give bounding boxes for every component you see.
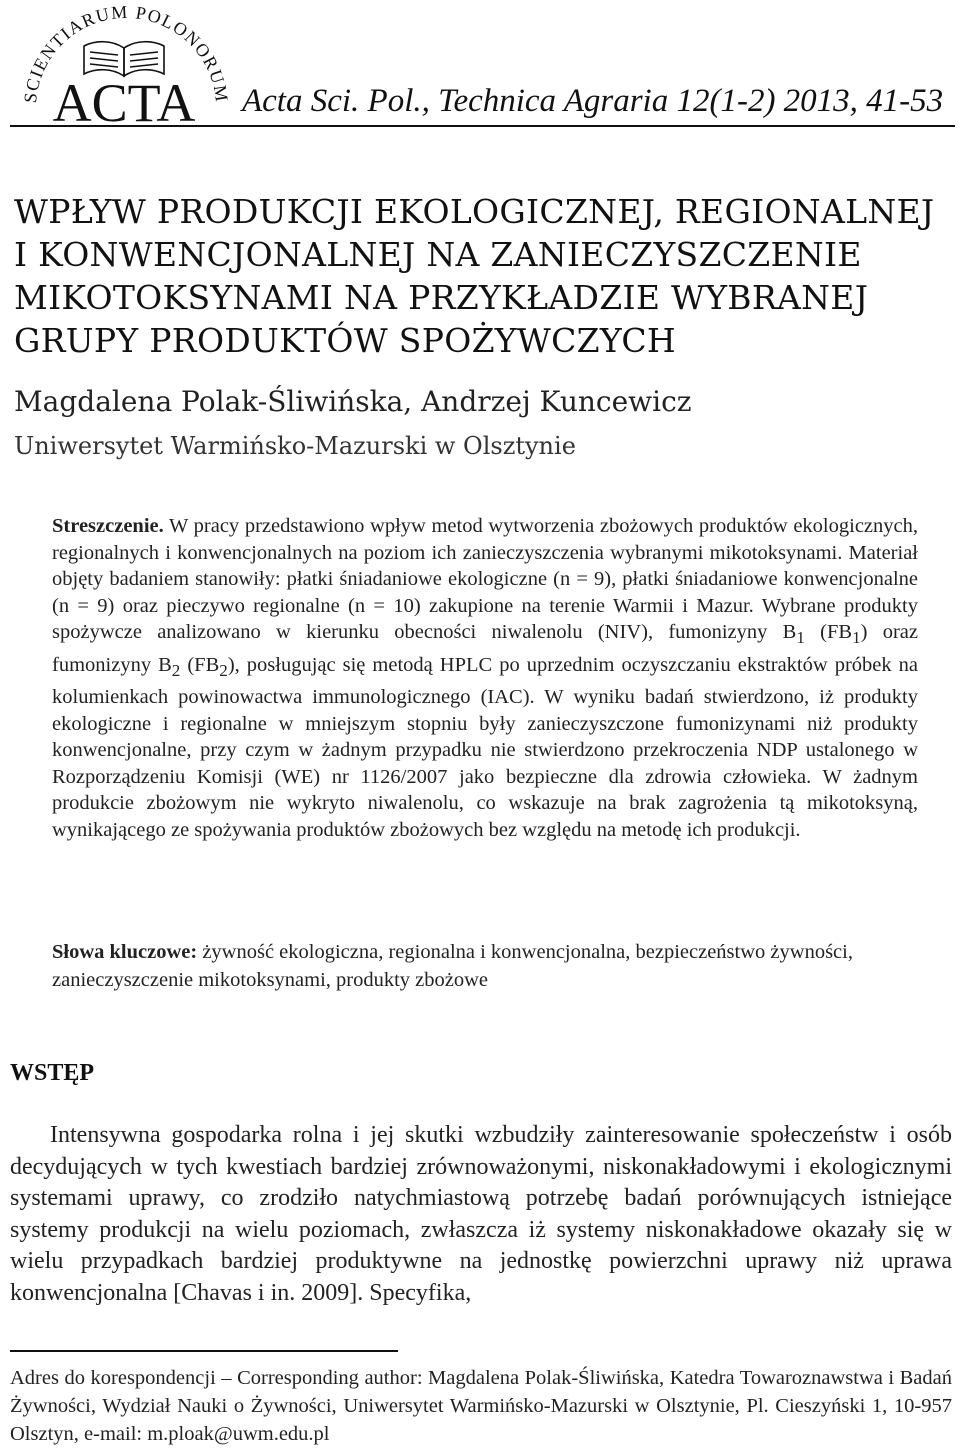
abstract-text: ), posługując się metodą HPLC po uprzednim oczyszczaniu ekstraktów próbek na kolumienkach powinowactwa immunologicznego (IAC). W wyniku badań stwierdzono, iż produkty ekologiczne i regionalne w mniejszym stopniu były zanieczyszczone fumonizynami niż produkty konwencjonalne, przy czym w żadnym przypadku nie stwierdzono przekroczenia NDP ustalonego w Rozporządzeniu Komisji (WE) nr 1126/2007 jako bezpieczne dla zdrowia człowieka. W żadnym produkcie zbożowym nie wykryto niwalenolu, co wskazuje na brak zagrożenia tą mikotoksyną, wynikającego ze spożywania produktów zbożowych bez względu na metodę ich produkcji.: [52, 653, 919, 841]
correspondence-footnote: Adres do korespondencji – Corresponding author: Magdalena Polak-Śliwińska, Katedra Towaroznawstwa i Badań Żywności, Wydział Nauki o Żywności, Uniwersytet Warmińsko-Mazurski w Olsztynie, Pl. Cieszyński 1, 10-957 Olsztyn, e-mail: m.ploak@uwm.edu.pl: [10, 1367, 952, 1445]
subscript: 2: [171, 660, 181, 680]
footnote-divider: [10, 1350, 398, 1352]
title-line: GRUPY PRODUKTÓW SPOŻYWCZYCH: [14, 321, 677, 360]
abstract: [52, 513, 918, 843]
journal-citation: Acta Sci. Pol., Technica Agraria 12(1-2) 2013, 41-53: [242, 83, 944, 119]
header-divider: [10, 125, 955, 127]
keywords-label: Słowa kluczowe:: [52, 941, 198, 963]
abstract-label: Streszczenie.: [52, 515, 164, 537]
article-title: [14, 190, 954, 362]
abstract-text: W pracy przedstawiono wpływ metod wytworzenia zbożowych produktów ekologicznych, regionalnych i konwencjonalnych na poziom ich zanieczyszczenia wybranymi mikotoksynami. Materiał objęty badaniem stanowiły: płatki śniadaniowe ekologiczne (n = 9), płatki śniadaniowe konwencjonalne (n = 9) oraz pieczywo regionalne (n = 10) zakupione na terenie Warmii i Mazur. Wybrane produkty spożywcze analizowano w kierunku obecności niwalenolu (NIV), fumonizyny B: [52, 515, 918, 643]
keywords-text: żywność ekologiczna, regionalna i konwencjonalna, bezpieczeństwo żywności, zanieczyszczenie mikotoksynami, produkty zbożowe: [52, 941, 853, 991]
logo-arc-text: SCIENTIARUM POLONORUM: [20, 4, 232, 105]
abstract-text: (FB: [180, 653, 220, 676]
abstract-text: ) oraz fumonizyny B: [52, 621, 918, 676]
open-book-icon: [84, 42, 164, 76]
abstract-text: (FB: [804, 621, 853, 643]
keywords: [52, 938, 918, 994]
title-line: MIKOTOKSYNAMI NA PRZYKŁADZIE WYBRANEJ: [14, 278, 869, 317]
body-paragraph: Intensywna gospodarka rolna i jej skutki wzbudziły zainteresowanie społeczeństw i osób decydujących w tych kwestiach bardziej zrównoważonymi, niskonakładowymi i ekologicznymi systemami uprawy, co zrodziło natychmiastową potrzebę badań porównujących istniejące systemy produkcji na wielu poziomach, zwłaszcza iż systemy niskonakładowe okazały się w wielu przypadkach bardziej produktywne na jednostkę powierzchni uprawy niż uprawa konwencjonalna [Chavas i in. 2009]. Specyfika,: [10, 1122, 952, 1306]
section-heading: WSTĘP: [10, 1060, 95, 1086]
subscript: 1: [852, 628, 861, 648]
affiliation: Uniwersytet Warmińsko-Mazurski w Olsztynie: [14, 432, 576, 460]
title-line: I KONWENCJONALNEJ NA ZANIECZYSZCZENIE: [14, 235, 862, 274]
logo-wordmark: ACTA: [52, 73, 196, 124]
subscript: 1: [796, 628, 805, 648]
authors: Magdalena Polak-Śliwińska, Andrzej Kuncewicz: [14, 385, 692, 418]
journal-logo: [18, 4, 232, 124]
journal-header: [10, 0, 956, 128]
title-line: WPŁYW PRODUKCJI EKOLOGICZNEJ, REGIONALNEJ: [14, 192, 935, 231]
subscript: 2: [219, 660, 228, 680]
